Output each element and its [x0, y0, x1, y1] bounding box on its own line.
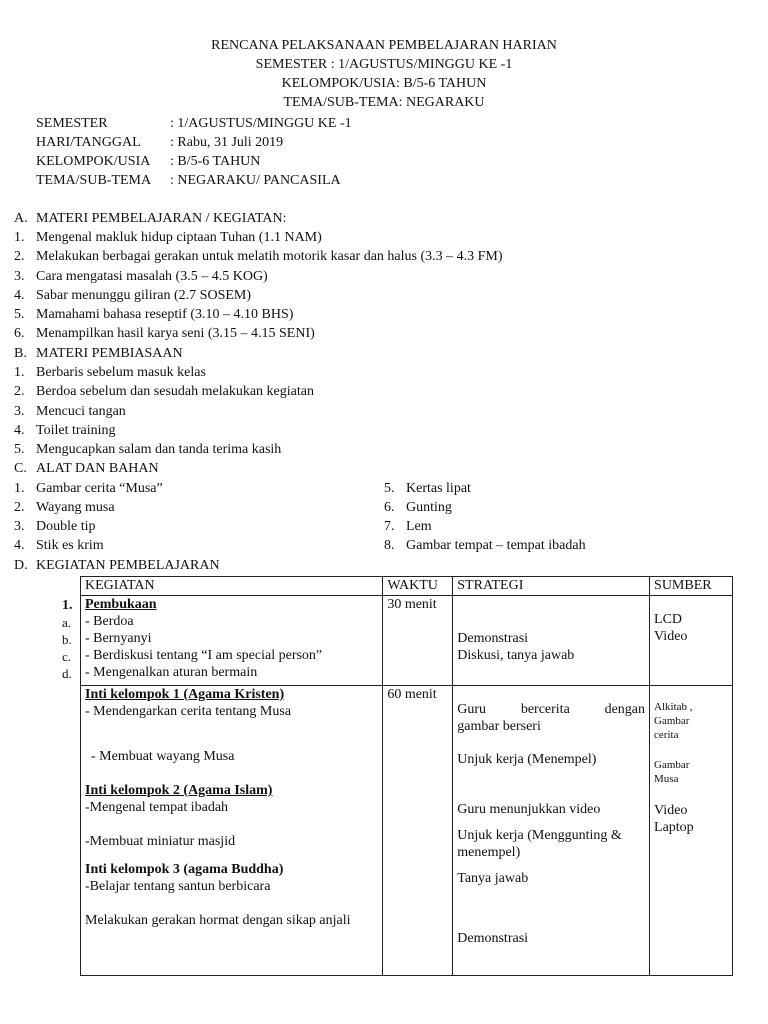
list-number: 2.	[14, 249, 25, 264]
list-item: Menampilkan hasil karya seni (3.15 – 4.15 SENI)	[36, 326, 315, 341]
section-title: ALAT DAN BAHAN	[36, 461, 159, 476]
list-number: 8.	[384, 538, 395, 553]
core-sumber-cell	[650, 686, 733, 976]
info-value: : Rabu, 31 Juli 2019	[170, 135, 284, 150]
list-item: - Berdoa	[85, 614, 134, 629]
info-label: TEMA/SUB-TEMA	[36, 173, 152, 188]
strategi-word: bercerita	[520, 702, 570, 717]
group-title: Inti kelompok 2 (Agama Islam)	[85, 783, 273, 798]
list-number: 4.	[14, 423, 25, 438]
list-item: -Belajar tentang santun berbicara	[85, 879, 271, 894]
info-value: : NEGARAKU/ PANCASILA	[170, 173, 341, 188]
list-item: Cara mengatasi masalah (3.5 – 4.5 KOG)	[36, 269, 268, 284]
header-tema: TEMA/SUB-TEMA: NEGARAKU	[283, 95, 485, 110]
section-marker: D.	[14, 558, 28, 573]
opening-marker: b.	[62, 632, 72, 647]
strategi-item: Demonstrasi	[457, 931, 529, 946]
header-semester: SEMESTER : 1/AGUSTUS/MINGGU KE -1	[255, 57, 513, 72]
opening-title: Pembukaan	[85, 597, 157, 612]
list-number: 6.	[14, 326, 25, 341]
list-number: 1.	[14, 230, 25, 245]
list-number: 3.	[14, 519, 25, 534]
list-item: Toilet training	[36, 423, 116, 438]
list-number: 6.	[384, 500, 395, 515]
doc-title: RENCANA PELAKSANAAN PEMBELAJARAN HARIAN	[211, 38, 557, 53]
strategi-item: gambar berseri	[457, 719, 541, 734]
header-kegiatan: KEGIATAN	[81, 577, 383, 596]
section-title: MATERI PEMBELAJARAN / KEGIATAN:	[36, 211, 287, 226]
sumber-item: Gambar	[654, 715, 690, 727]
core-strategi-cell	[453, 686, 650, 976]
list-item: - Mengenalkan aturan bermain	[85, 665, 258, 680]
header-sumber: SUMBER	[650, 577, 733, 596]
list-item: Gambar cerita “Musa”	[36, 481, 163, 496]
list-item: Gunting	[406, 500, 452, 515]
list-number: 5.	[384, 481, 395, 496]
list-item: - Bernyanyi	[85, 631, 152, 646]
strategi-item: Unjuk kerja (Menempel)	[457, 752, 597, 767]
section-marker: B.	[14, 346, 27, 361]
section-title: MATERI PEMBIASAAN	[36, 346, 183, 361]
list-item: Mamahami bahasa reseptif (3.10 – 4.10 BHS)	[36, 307, 294, 322]
list-number: 3.	[14, 404, 25, 419]
core-waktu-cell: 60 menit	[383, 686, 453, 976]
list-number: 4.	[14, 288, 25, 303]
strategi-word: dengan	[604, 702, 646, 717]
header-kelompok: KELOMPOK/USIA: B/5-6 TAHUN	[281, 76, 487, 91]
strategi-item: Diskusi, tanya jawab	[457, 648, 575, 663]
table-row	[81, 686, 733, 976]
info-value: : B/5-6 TAHUN	[170, 154, 261, 169]
list-item: Mengucapkan salam dan tanda terima kasih	[36, 442, 282, 457]
info-label: SEMESTER	[36, 116, 108, 131]
opening-strategi-cell	[453, 596, 650, 686]
list-item: -Mengenal tempat ibadah	[85, 800, 229, 815]
opening-number: 1.	[62, 598, 73, 613]
list-item: Melakukan berbagai gerakan untuk melatih motorik kasar dan halus (3.3 – 4.3 FM)	[36, 249, 503, 264]
opening-sumber-cell	[650, 596, 733, 686]
sumber-item: Musa	[654, 773, 679, 785]
group-title: Inti kelompok 3 (agama Buddha)	[85, 862, 284, 877]
list-number: 1.	[14, 365, 25, 380]
list-item: - Mendengarkan cerita tentang Musa	[85, 704, 292, 719]
info-label: HARI/TANGGAL	[36, 135, 141, 150]
section-marker: A.	[14, 211, 28, 226]
list-item: - Membuat wayang Musa	[91, 749, 235, 764]
strategi-item: Unjuk kerja (Menggunting &	[457, 828, 622, 843]
section-marker: C.	[14, 461, 27, 476]
strategi-item: Guru menunjukkan video	[457, 802, 601, 817]
list-number: 2.	[14, 384, 25, 399]
header-strategi: STRATEGI	[453, 577, 650, 596]
strategi-item: Tanya jawab	[457, 871, 529, 886]
core-kegiatan-cell	[81, 686, 383, 976]
table-row	[81, 596, 733, 686]
strategi-item	[457, 701, 645, 718]
opening-waktu-cell: 30 menit	[383, 596, 453, 686]
list-item: Double tip	[36, 519, 96, 534]
activity-table	[80, 576, 733, 976]
list-item: Berbaris sebelum masuk kelas	[36, 365, 206, 380]
opening-marker: d.	[62, 666, 72, 681]
list-item: Kertas lipat	[406, 481, 471, 496]
list-item: Lem	[406, 519, 432, 534]
list-item: Berdoa sebelum dan sesudah melakukan kegiatan	[36, 384, 314, 399]
info-value: : 1/AGUSTUS/MINGGU KE -1	[170, 116, 352, 131]
list-item: Gambar tempat – tempat ibadah	[406, 538, 586, 553]
list-number: 5.	[14, 442, 25, 457]
list-item: - Berdiskusi tentang “I am special person”	[85, 648, 323, 663]
sumber-item: Alkitab ,	[654, 701, 693, 713]
section-title: KEGIATAN PEMBELAJARAN	[36, 558, 220, 573]
table-header-row	[81, 577, 733, 596]
list-item: Sabar menunggu giliran (2.7 SOSEM)	[36, 288, 252, 303]
list-number: 7.	[384, 519, 395, 534]
sumber-item: LCD	[654, 612, 683, 627]
strategi-item: Demonstrasi	[457, 631, 529, 646]
strategi-item: menempel)	[457, 845, 521, 860]
list-item: Melakukan gerakan hormat dengan sikap anjali	[85, 913, 351, 928]
list-item: Mencuci tangan	[36, 404, 126, 419]
sumber-item: Gambar	[654, 759, 690, 771]
list-item: -Membuat miniatur masjid	[85, 834, 236, 849]
list-number: 1.	[14, 481, 25, 496]
info-label: KELOMPOK/USIA	[36, 154, 151, 169]
list-number: 3.	[14, 269, 25, 284]
strategi-word: Guru	[457, 702, 487, 717]
sumber-item: Video	[654, 803, 688, 818]
list-number: 4.	[14, 538, 25, 553]
sumber-item: Video	[654, 629, 688, 644]
list-item: Wayang musa	[36, 500, 115, 515]
list-number: 2.	[14, 500, 25, 515]
opening-marker: a.	[62, 615, 72, 630]
opening-kegiatan-cell	[81, 596, 383, 686]
group-title: Inti kelompok 1 (Agama Kristen)	[85, 687, 285, 702]
header-waktu: WAKTU	[383, 577, 453, 596]
sumber-item: Laptop	[654, 820, 694, 835]
opening-marker: c.	[62, 649, 72, 664]
list-item: Mengenal makluk hidup ciptaan Tuhan (1.1 NAM)	[36, 230, 322, 245]
list-number: 5.	[14, 307, 25, 322]
list-item: Stik es krim	[36, 538, 104, 553]
sumber-item: cerita	[654, 729, 679, 741]
